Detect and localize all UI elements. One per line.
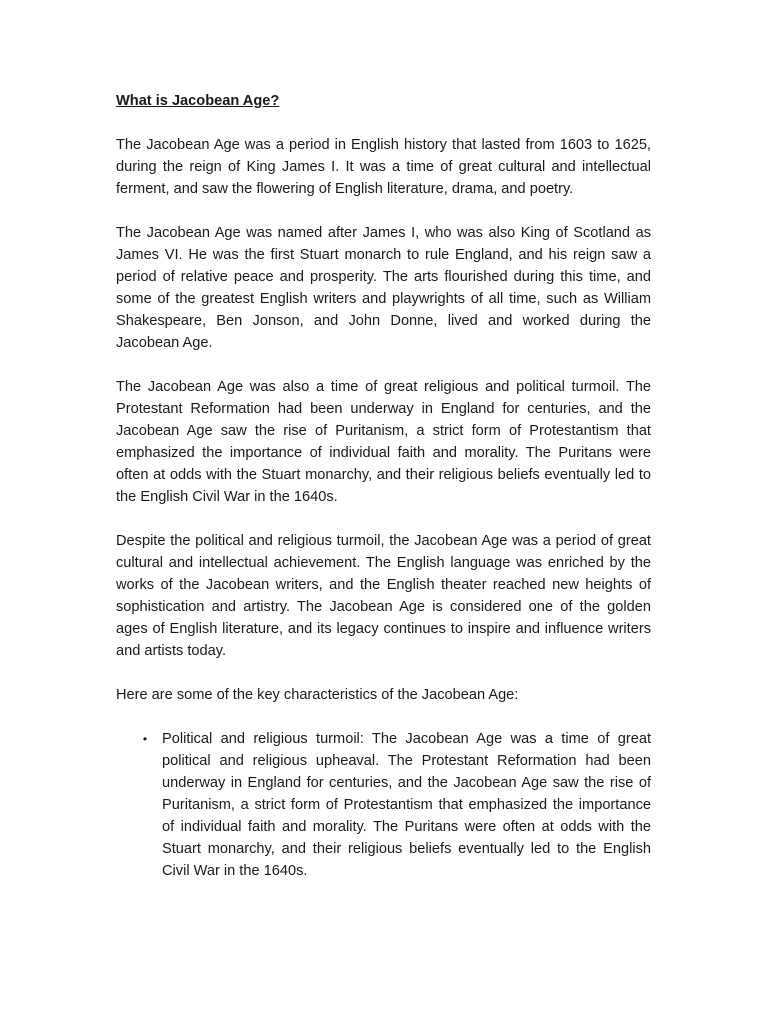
paragraph-naming: The Jacobean Age was named after James I, who was also King of Scotland as James VI. He was the first Stuart monarch to rule England, and his reign saw a period of relative peace and prosperity. The arts flourished during this time, and some of the greatest English writers and playwrights of all time, such as William Shakespeare, Ben Jonson, and John Donne, lived and worked during the Jacobean Age. xyxy=(116,225,651,351)
characteristics-list xyxy=(116,728,651,882)
paragraph-intro: The Jacobean Age was a period in English history that lasted from 1603 to 1625, during the reign of King James I. It was a time of great cultural and intellectual ferment, and saw the flowering of English literature, drama, and poetry. xyxy=(116,137,651,197)
list-item-text: Political and religious turmoil: The Jacobean Age was a time of great political and religious upheaval. The Protestant Reformation had been underway in England for centuries, and the Jacobean Age saw the rise of Puritanism, a strict form of Protestantism that emphasized the importance of individual faith and morality. The Puritans were often at odds with the Stuart monarchy, and their religious beliefs eventually led to the English Civil War in the 1640s. xyxy=(162,731,651,879)
document-page xyxy=(116,90,651,882)
paragraph-turmoil: The Jacobean Age was also a time of great religious and political turmoil. The Protestant Reformation had been underway in England for centuries, and the Jacobean Age saw the rise of Puritanism, a strict form of Protestantism that emphasized the importance of individual faith and morality. The Puritans were often at odds with the Stuart monarchy, and their religious beliefs eventually led to the English Civil War in the 1640s. xyxy=(116,379,651,505)
bullet-icon: • xyxy=(142,732,148,746)
document-title: What is Jacobean Age? xyxy=(116,93,280,109)
paragraph-achievement: Despite the political and religious turmoil, the Jacobean Age was a period of great cultural and intellectual achievement. The English language was enriched by the works of the Jacobean writers, and the English theater reached new heights of sophistication and artistry. The Jacobean Age is considered one of the golden ages of English literature, and its legacy continues to inspire and influence writers and artists today. xyxy=(116,533,651,659)
list-item xyxy=(116,728,651,882)
paragraph-characteristics-intro: Here are some of the key characteristics of the Jacobean Age: xyxy=(116,687,519,703)
